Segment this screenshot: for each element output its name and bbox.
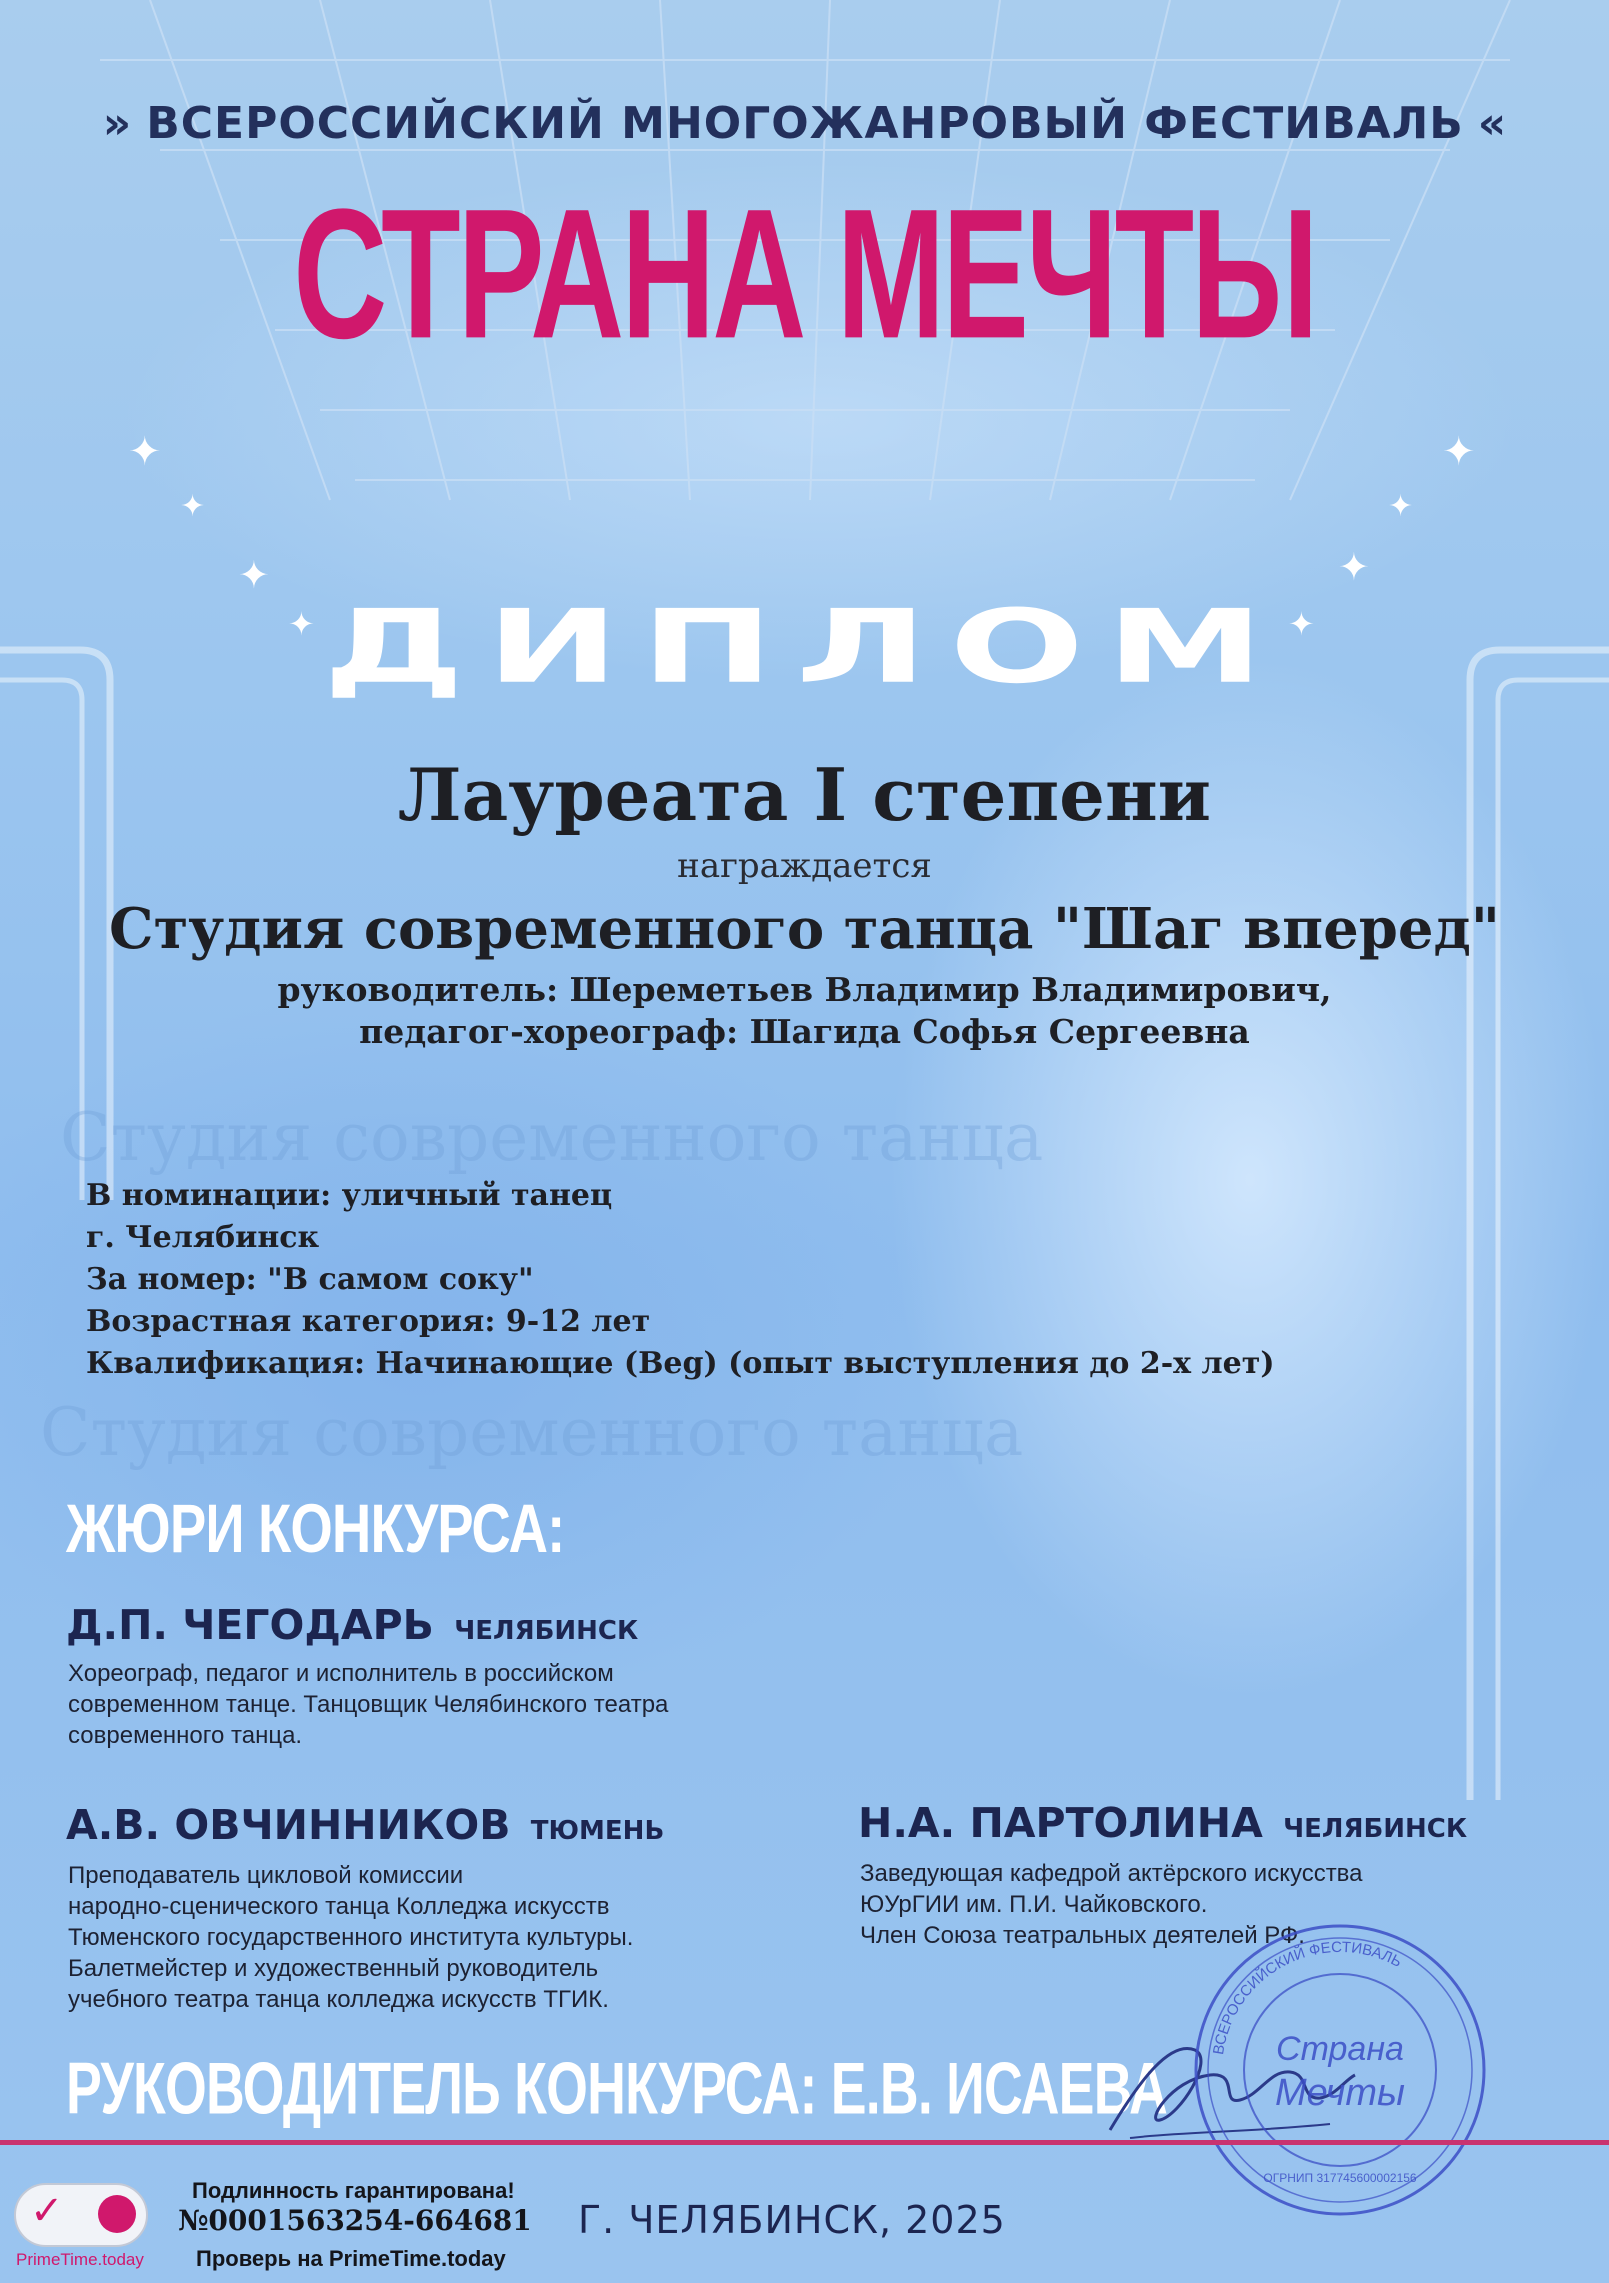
brand-title: СТРАНА МЕЧТЫ (293, 171, 1316, 378)
diploma-degree: Лауреата I степени (397, 752, 1212, 837)
description-line: Тюменского государственного института культуры. (68, 1924, 634, 1951)
jury-member-fullname: Д.П. ЧЕГОДАРЬ (66, 1601, 434, 1649)
certificate-number: №0001563254-664681 (178, 2204, 532, 2237)
details-item: В номинации: уличный танец (86, 1178, 613, 1213)
jury-member-name (66, 1801, 665, 1849)
svg-text:Студия современного танца: Студия современного танца (60, 1099, 1044, 1176)
primetime-logo (14, 2183, 148, 2247)
description-line: народно-сценического танца Колледжа искусств (68, 1893, 610, 1920)
jury-member-description (68, 1658, 668, 1751)
footer-divider (0, 2140, 1609, 2145)
stamp-ogrn: ОГРНИП 317745600002156 (1263, 2171, 1417, 2185)
jury-member-city: ЧЕЛЯБИНСК (454, 1616, 639, 1646)
sparkle-icon: ✦ (1288, 605, 1315, 643)
teacher-line: педагог-хореограф: Шагида Софья Сергеевна (359, 1012, 1250, 1051)
jury-member-fullname: А.В. ОВЧИННИКОВ (66, 1801, 511, 1849)
description-line: Хореограф, педагог и исполнитель в российском (68, 1660, 614, 1687)
stamp-center-line1: Страна (1276, 2030, 1404, 2068)
checkmark-icon: ✓ (30, 2188, 64, 2234)
recipient-name: Студия современного танца "Шаг вперед" (109, 896, 1500, 962)
sparkle-icon: ✦ (1388, 489, 1414, 524)
sparkle-icon: ✦ (238, 553, 270, 597)
logo-caption: PrimeTime.today (16, 2250, 144, 2269)
description-line: Член Союза театральных деятелей РФ. (860, 1922, 1305, 1949)
description-line: учебного театра танца колледжа искусств ТГИК. (68, 1986, 609, 2013)
stamp-center-line2: Мечты (1275, 2072, 1405, 2114)
chevron-left-icon: « (1477, 98, 1508, 149)
record-dot-icon (98, 2195, 136, 2233)
details-list (86, 1175, 1275, 1385)
svg-text:Студия современного танца: Студия современного танца (40, 1394, 1024, 1471)
jury-member-city: ТЮМЕНЬ (530, 1816, 665, 1846)
details-item: За номер: "В самом соку" (86, 1262, 534, 1297)
awarded-label: награждается (677, 846, 932, 886)
stamp-ring-text: ВСЕРОССИЙСКИЙ ФЕСТИВАЛЬ (1210, 1938, 1405, 2056)
sparkle-icon: ✦ (128, 429, 162, 475)
description-line: Балетмейстер и художественный руководитель (68, 1955, 599, 1982)
sparkle-icon: ✦ (1338, 545, 1370, 589)
place-and-year: Г. ЧЕЛЯБИНСК, 2025 (578, 2198, 1006, 2242)
festival-title: ВСЕРОССИЙСКИЙ МНОГОЖАНРОВЫЙ ФЕСТИВАЛЬ (146, 98, 1464, 149)
sparkle-icon: ✦ (288, 605, 315, 643)
description-line: Преподаватель цикловой комиссии (68, 1862, 464, 1889)
authenticity-label: Подлинность гарантирована! (192, 2178, 515, 2203)
details-item: Квалификация: Начинающие (Beg) (опыт выступления до 2-х лет) (86, 1346, 1275, 1381)
sparkle-icon: ✦ (1442, 429, 1476, 475)
jury-member-city: ЧЕЛЯБИНСК (1283, 1814, 1468, 1844)
jury-member-name (66, 1601, 639, 1649)
verify-label: Проверь на PrimeTime.today (196, 2246, 506, 2271)
details-item: г. Челябинск (86, 1220, 320, 1255)
jury-title: ЖЮРИ КОНКУРСА: (66, 1491, 565, 1568)
leader-line: руководитель: Шереметьев Владимир Владимирович, (277, 970, 1332, 1009)
description-line: ЮУрГИИ им. П.И. Чайковского. (860, 1891, 1208, 1918)
details-item: Возрастная категория: 9-12 лет (86, 1304, 651, 1339)
description-line: современного танца. (68, 1722, 303, 1749)
diploma-heading: ДИПЛОМ (323, 587, 1286, 706)
jury-member-fullname: Н.А. ПАРТОЛИНА (858, 1799, 1263, 1847)
description-line: Заведующая кафедрой актёрского искусства (860, 1860, 1363, 1887)
contest-director: РУКОВОДИТЕЛЬ КОНКУРСА: Е.В. ИСАЕВА (66, 2047, 1168, 2130)
jury-member-name (858, 1799, 1468, 1847)
description-line: современном танце. Танцовщик Челябинского театра (68, 1691, 669, 1718)
official-stamp (1190, 1920, 1490, 2220)
festival-line (60, 98, 1550, 149)
chevron-right-icon: » (102, 98, 133, 149)
jury-member-description (68, 1860, 633, 2015)
sparkle-icon: ✦ (180, 489, 206, 524)
